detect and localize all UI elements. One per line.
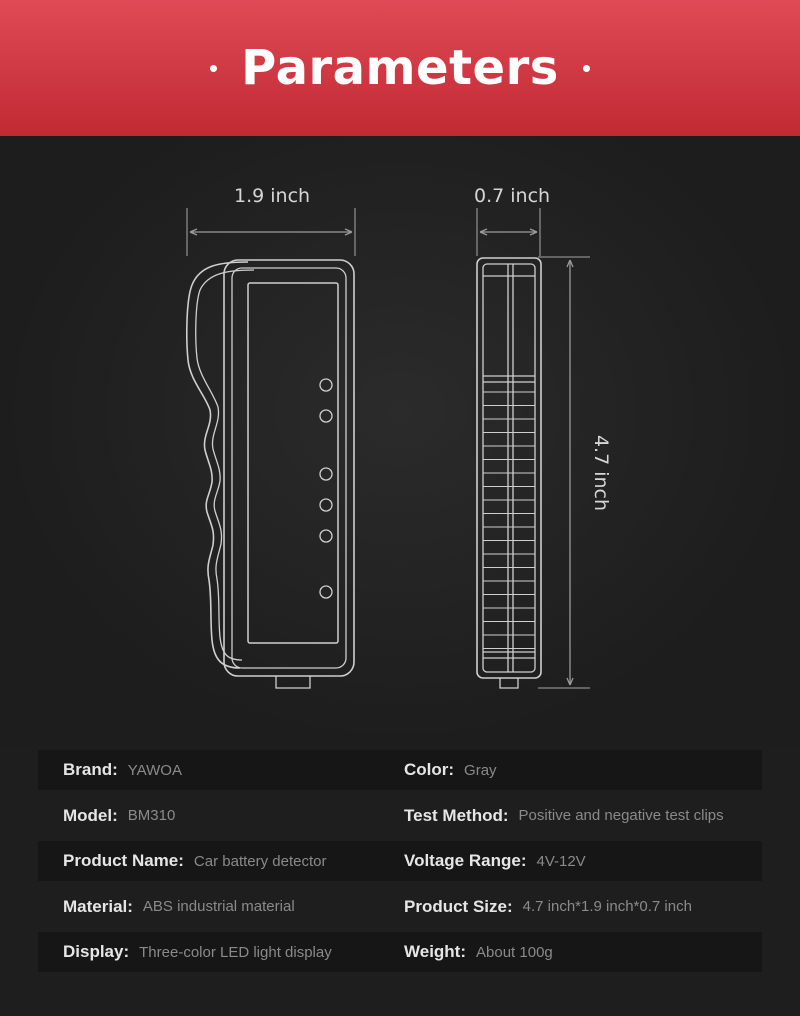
spec-cell: [381, 851, 762, 871]
spec-label: Model:: [63, 805, 118, 825]
height-label: 4.7 inch: [590, 434, 612, 512]
spec-table: [38, 750, 762, 978]
bullet-dot-left: [210, 65, 217, 72]
spec-label: Color:: [404, 760, 455, 779]
spec-row: [38, 750, 762, 790]
spec-row: [38, 841, 762, 881]
spec-cell: [38, 942, 381, 962]
depth-dimension-line: [477, 208, 540, 256]
spec-cell: [381, 806, 762, 826]
front-view: [187, 260, 354, 688]
spec-value: Gray: [464, 761, 497, 779]
spec-value: BM310: [127, 807, 176, 824]
spec-cell: [381, 897, 762, 917]
page-title: Parameters: [241, 40, 559, 96]
spec-label: Weight:: [404, 942, 467, 961]
spec-label: Voltage Range:: [404, 851, 527, 870]
spec-value: Car battery detector: [193, 852, 327, 870]
spec-label: Product Name:: [63, 851, 184, 870]
spec-label: Display:: [63, 942, 130, 961]
spec-value: Three-color LED light display: [139, 943, 332, 961]
spec-label: Material:: [63, 896, 133, 916]
spec-value: Positive and negative test clips: [518, 807, 724, 824]
spec-row: [38, 887, 762, 927]
spec-cell: [381, 760, 762, 780]
spec-row: [38, 796, 762, 836]
spec-value: About 100g: [476, 943, 553, 961]
header-banner: [0, 0, 800, 136]
spec-row: [38, 932, 762, 972]
width-dimension-line: [187, 208, 355, 256]
spec-cell: [38, 851, 381, 871]
spec-cell: [38, 806, 381, 826]
spec-cell: [38, 760, 381, 780]
spec-label: Brand:: [63, 760, 118, 779]
spec-label: Test Method:: [404, 805, 509, 825]
spec-value: 4.7 inch*1.9 inch*0.7 inch: [522, 898, 692, 915]
spec-cell: [381, 942, 762, 962]
width-label: 1.9 inch: [234, 185, 311, 207]
spec-cell: [38, 897, 381, 917]
spec-value: 4V-12V: [536, 852, 586, 870]
height-dimension-line: [538, 257, 590, 688]
spec-value: ABS industrial material: [142, 898, 295, 915]
spec-value: YAWOA: [127, 761, 182, 779]
bullet-dot-right: [583, 65, 590, 72]
product-outline-drawing: [0, 136, 800, 746]
depth-label: 0.7 inch: [474, 185, 551, 207]
spec-label: Product Size:: [404, 896, 513, 916]
